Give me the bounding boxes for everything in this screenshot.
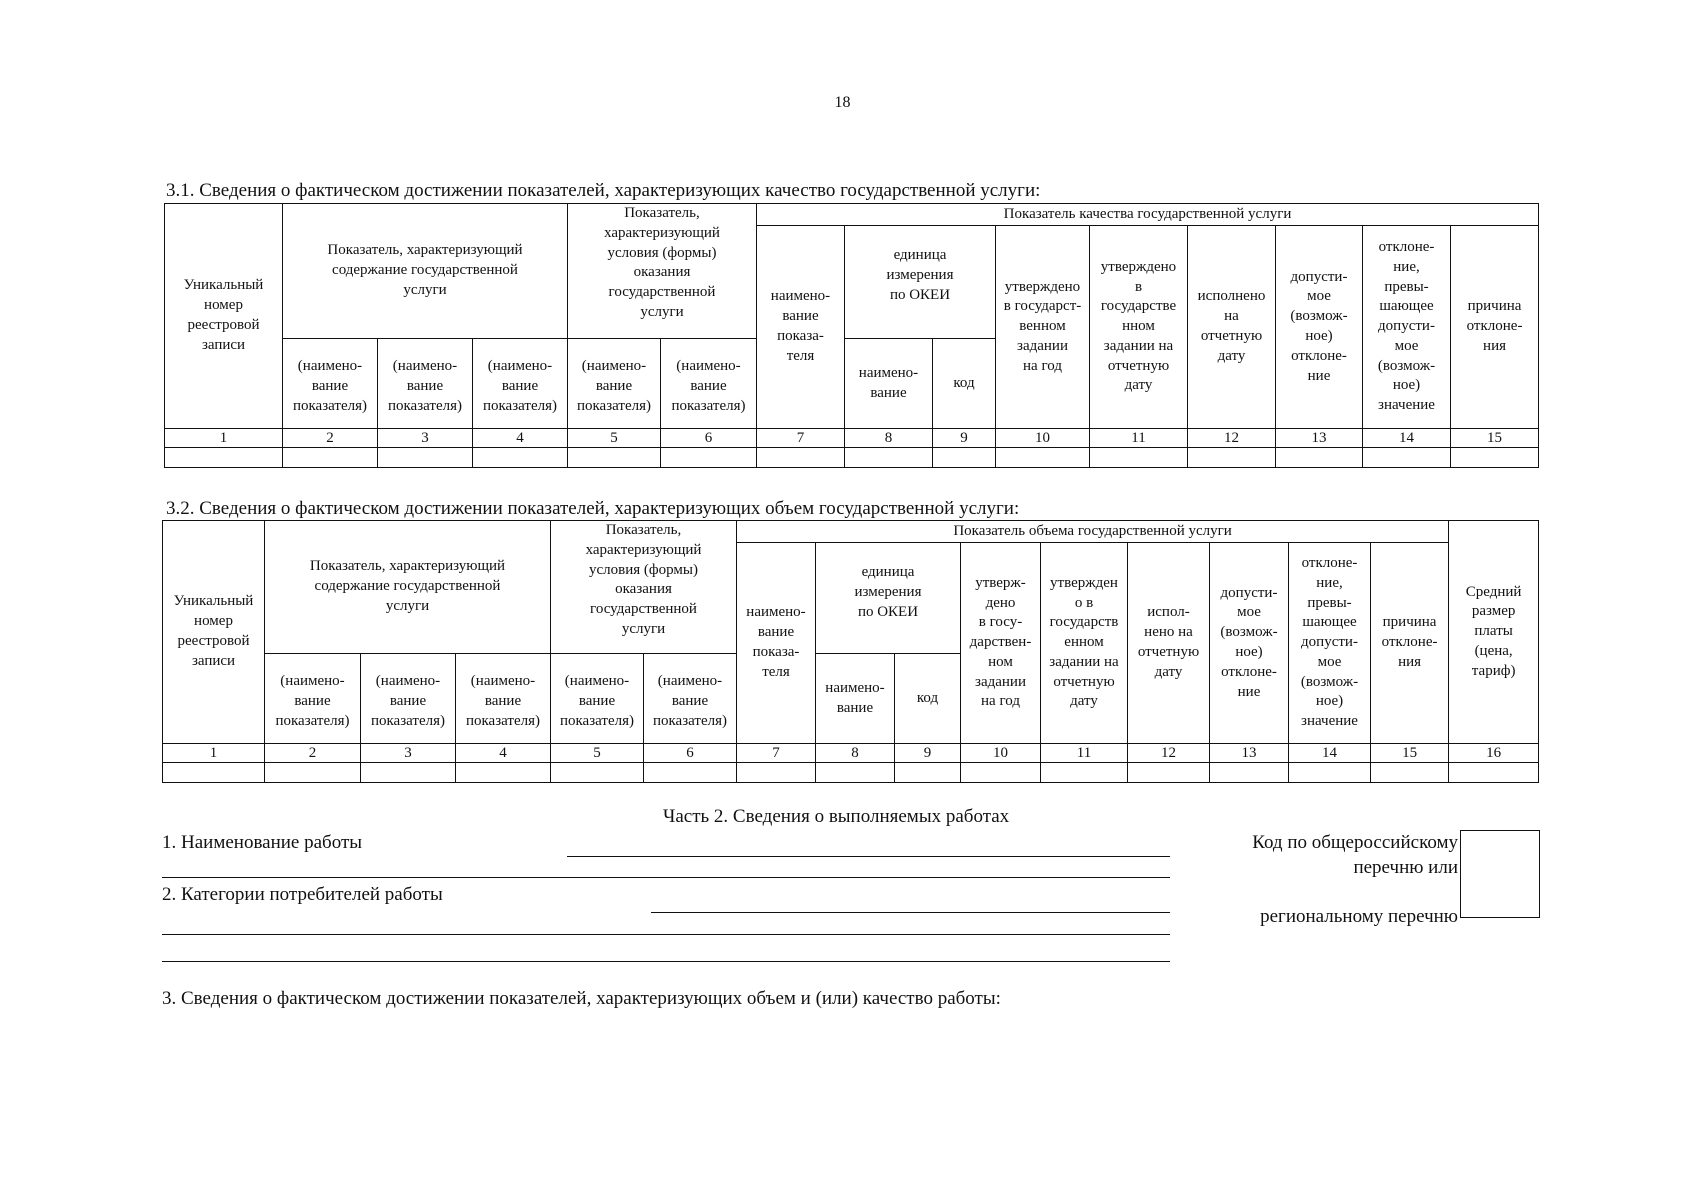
header-unique-number: Уникальный номер реестровой записи [163,521,265,744]
header-quality-group: Показатель качества государственной услуги [757,204,1539,226]
column-number: 16 [1449,744,1539,763]
data-cell[interactable] [816,763,895,783]
header-unit-code: код [933,339,996,429]
header-unit-okei: единица измерения по ОКЕИ [845,226,996,339]
column-number: 7 [737,744,816,763]
registry-code-label: Код по общероссийскому перечню или региональному перечню [1252,832,1458,928]
column-number: 11 [1041,744,1128,763]
header-indicator-col4: (наимено- вание показателя) [456,654,551,744]
data-cell[interactable] [1451,448,1539,468]
header-unique-number: Уникальный номер реестровой записи [165,204,283,429]
data-cell[interactable] [1449,763,1539,783]
header-approved-date: утверждено в государстве нном задании на отчетную дату [1090,226,1188,429]
column-number: 5 [568,429,661,448]
header-average-fee: Средний размер платы (цена, тариф) [1449,521,1539,744]
data-cell[interactable] [845,448,933,468]
column-number: 14 [1363,429,1451,448]
column-number: 2 [265,744,361,763]
header-unit-okei: единица измерения по ОКЕИ [816,543,961,654]
data-cell[interactable] [895,763,961,783]
data-cell[interactable] [644,763,737,783]
header-content-indicator: Показатель, характеризующий содержание государственной услуги [283,204,568,339]
consumers-line[interactable] [651,912,1170,913]
header-indicator-col5: (наимено- вание показателя) [568,339,661,429]
header-approved-date: утвержден о в государств енном задании на отчетную дату [1041,543,1128,744]
column-number: 14 [1289,744,1371,763]
header-excess-deviation: отклоне- ние, превы- шающее допусти- мое (возмож- ное) значение [1289,543,1371,744]
data-cell[interactable] [661,448,757,468]
column-number: 1 [163,744,265,763]
data-cell[interactable] [473,448,568,468]
column-number-row [163,744,1539,763]
column-number: 11 [1090,429,1188,448]
header-indicator-col6: (наимено- вание показателя) [644,654,737,744]
page-number: 18 [834,94,851,111]
header-indicator-name: наимено- вание показа- теля [757,226,845,429]
column-number: 6 [644,744,737,763]
header-allowed-deviation: допусти- мое (возмож- ное) отклоне- ние [1210,543,1289,744]
part-2-title: Часть 2. Сведения о выполняемых работах [663,806,1010,827]
header-indicator-col5: (наимено- вание показателя) [551,654,644,744]
header-indicator-col4: (наимено- вание показателя) [473,339,568,429]
data-cell[interactable] [568,448,661,468]
column-number: 15 [1451,429,1539,448]
header-row-1 [163,521,1539,543]
column-number: 2 [283,429,378,448]
data-cell[interactable] [163,763,265,783]
data-row [163,763,1539,783]
column-number: 1 [165,429,283,448]
data-cell[interactable] [361,763,456,783]
column-number: 5 [551,744,644,763]
data-cell[interactable] [933,448,996,468]
data-cell[interactable] [996,448,1090,468]
volume-indicators-table [162,520,1539,783]
data-cell[interactable] [1363,448,1451,468]
column-number: 4 [473,429,568,448]
data-cell[interactable] [737,763,816,783]
header-approved-year: утверждено в государст- венном задании на год [996,226,1090,429]
header-conditions-indicator: Показатель, характеризующий условия (формы) оказания государственной услуги [568,204,757,339]
column-number: 12 [1188,429,1276,448]
column-number: 3 [378,429,473,448]
section-3-title: 3. Сведения о фактическом достижении показателей, характеризующих объем и (или) качество работы: [162,988,1001,1009]
header-conditions-indicator: Показатель, характеризующий условия (формы) оказания государственной услуги [551,521,737,654]
header-excess-deviation: отклоне- ние, превы- шающее допусти- мое (возмож- ное) значение [1363,226,1451,429]
data-cell[interactable] [165,448,283,468]
data-cell[interactable] [1128,763,1210,783]
header-unit-name: наимено- вание [816,654,895,744]
data-row [165,448,1539,468]
consumers-label: 2. Категории потребителей работы [162,884,443,905]
work-name-line-2[interactable] [162,877,1170,878]
data-cell[interactable] [1289,763,1371,783]
column-number: 13 [1276,429,1363,448]
column-number: 9 [933,429,996,448]
header-indicator-col2: (наимено- вание показателя) [265,654,361,744]
column-number: 13 [1210,744,1289,763]
column-number: 7 [757,429,845,448]
header-unit-code: код [895,654,961,744]
data-cell[interactable] [1090,448,1188,468]
data-cell[interactable] [757,448,845,468]
column-number: 15 [1371,744,1449,763]
header-reason: причина отклоне- ния [1451,226,1539,429]
data-cell[interactable] [456,763,551,783]
header-indicator-name: наимено- вание показа- теля [737,543,816,744]
header-reason: причина отклоне- ния [1371,543,1449,744]
quality-indicators-table [164,203,1539,468]
data-cell[interactable] [551,763,644,783]
section-3-1-title: 3.1. Сведения о фактическом достижении показателей, характеризующих качество государственной услуги: [166,180,1041,201]
header-allowed-deviation: допусти- мое (возмож- ное) отклоне- ние [1276,226,1363,429]
data-cell[interactable] [1210,763,1289,783]
data-cell[interactable] [961,763,1041,783]
column-number-row [165,429,1539,448]
data-cell[interactable] [1188,448,1276,468]
data-cell[interactable] [283,448,378,468]
header-volume-group: Показатель объема государственной услуги [737,521,1449,543]
data-cell[interactable] [1276,448,1363,468]
registry-code-box[interactable] [1460,830,1540,918]
header-indicator-col2: (наимено- вание показателя) [283,339,378,429]
column-number: 3 [361,744,456,763]
header-indicator-col3: (наимено- вание показателя) [361,654,456,744]
data-cell[interactable] [1041,763,1128,783]
header-indicator-col3: (наимено- вание показателя) [378,339,473,429]
column-number: 10 [961,744,1041,763]
data-cell[interactable] [265,763,361,783]
column-number: 8 [816,744,895,763]
header-row-1 [165,204,1539,226]
header-done: исполнено на отчетную дату [1188,226,1276,429]
column-number: 12 [1128,744,1210,763]
header-content-indicator: Показатель, характеризующий содержание государственной услуги [265,521,551,654]
column-number: 8 [845,429,933,448]
column-number: 4 [456,744,551,763]
column-number: 6 [661,429,757,448]
data-cell[interactable] [378,448,473,468]
column-number: 10 [996,429,1090,448]
work-name-label: 1. Наименование работы [162,832,363,853]
column-number: 9 [895,744,961,763]
header-indicator-col6: (наимено- вание показателя) [661,339,757,429]
section-3-2-title: 3.2. Сведения о фактическом достижении показателей, характеризующих объем государственной услуги: [166,498,1020,519]
header-done: испол- нено на отчетную дату [1128,543,1210,744]
data-cell[interactable] [1371,763,1449,783]
header-approved-year: утверж- дено в госу- дарствен- ном задании на год [961,543,1041,744]
header-unit-name: наимено- вание [845,339,933,429]
work-name-line[interactable] [567,856,1170,857]
consumers-line-2[interactable] [162,934,1170,935]
consumers-line-3[interactable] [162,961,1170,962]
